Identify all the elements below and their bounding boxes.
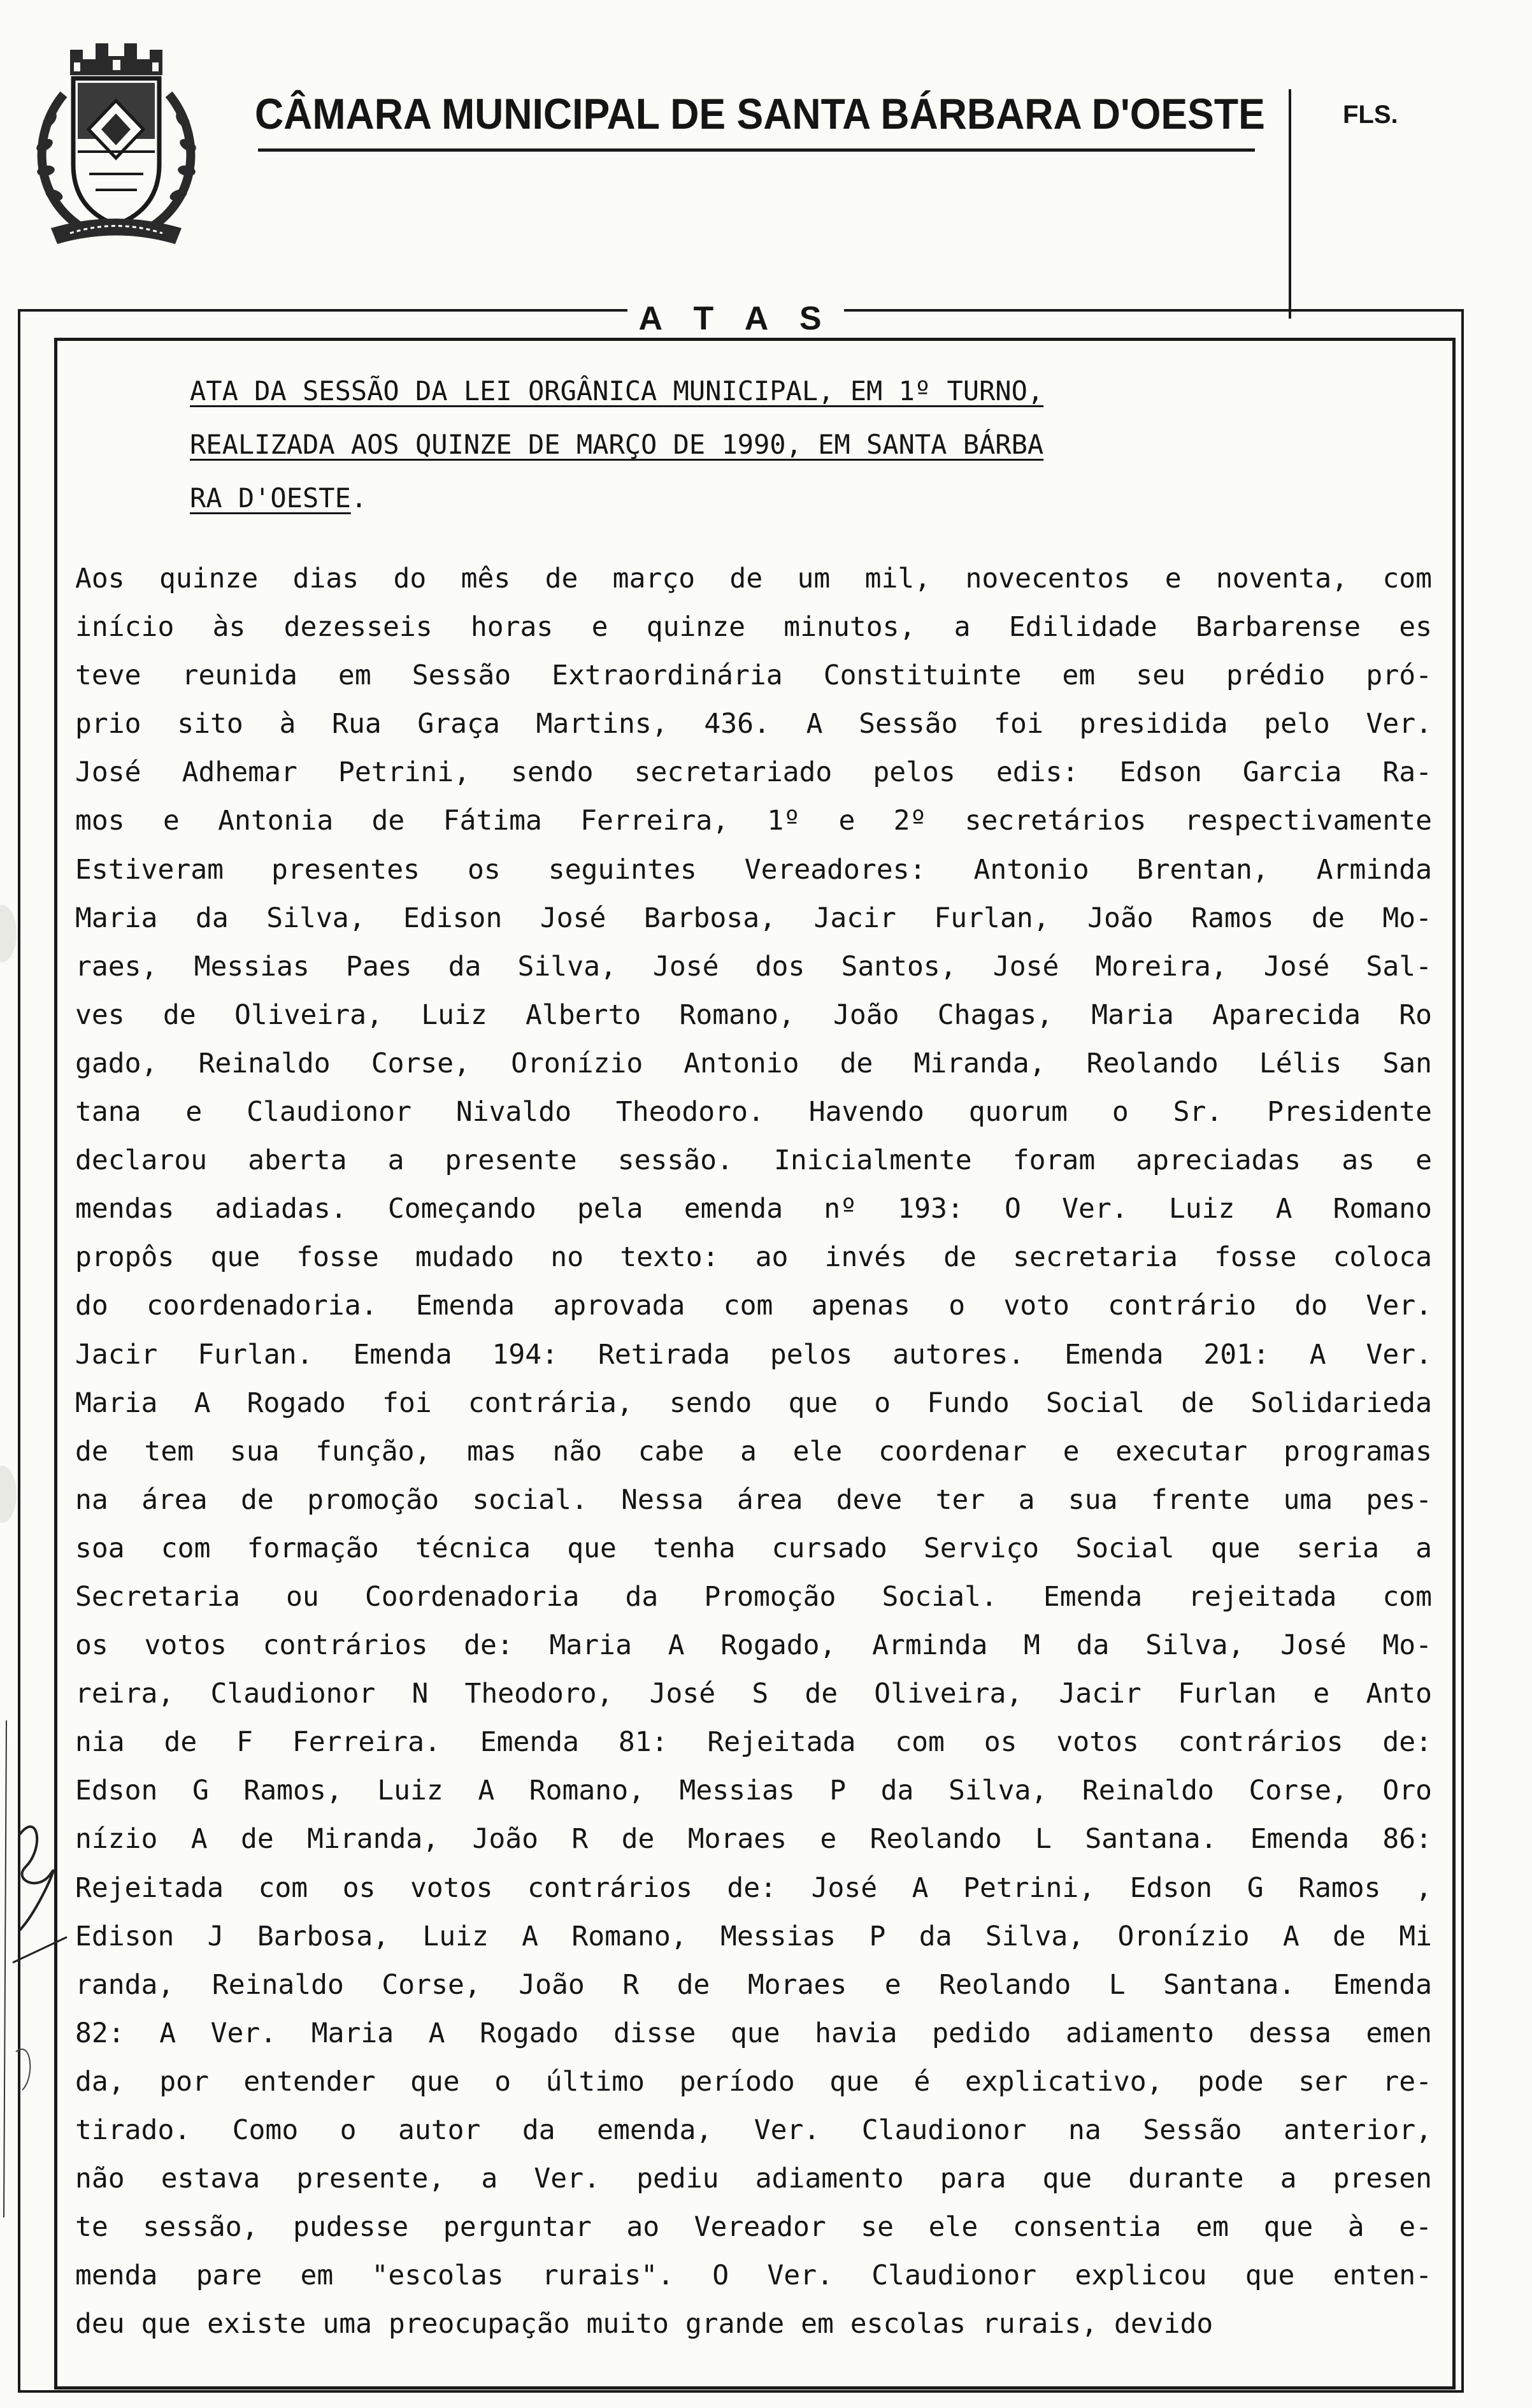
minutes-body-line: Secretaria ou Coordenadoria da Promoção Social. Emenda rejeitada com bbox=[75, 1580, 1432, 1613]
minutes-body-line: Edison J Barbosa, Luiz A Romano, Messias P da Silva, Oronízio A de Mi bbox=[75, 1920, 1432, 1952]
minutes-body-line: Aos quinze dias do mês de março de um mil, novecentos e noventa, com bbox=[75, 563, 1432, 595]
minutes-body-line: nia de F Ferreira. Emenda 81: Rejeitada com os votos contrários de: bbox=[75, 1726, 1432, 1759]
minutes-body-line: soa com formação técnica que tenha cursado Serviço Social que seria a bbox=[75, 1532, 1432, 1564]
minutes-body-line: nízio A de Miranda, João R de Moraes e Reolando L Santana. Emenda 86: bbox=[75, 1823, 1432, 1856]
minutes-body-line: Rejeitada com os votos contrários de: José A Petrini, Edson G Ramos , bbox=[75, 1871, 1432, 1904]
municipal-coat-of-arms-icon bbox=[25, 24, 207, 254]
minutes-title-line: RA D'OESTE. bbox=[190, 482, 368, 514]
punch-hole bbox=[0, 1466, 17, 1523]
minutes-body-line: da, por entender que o último período que é explicativo, pode ser re- bbox=[75, 2065, 1432, 2098]
folio-label: FLS. bbox=[1343, 101, 1398, 129]
minutes-title-line: ATA DA SESSÃO DA LEI ORGÂNICA MUNICIPAL, EM 1º TURNO, bbox=[190, 375, 1044, 407]
minutes-body-line: início às dezesseis horas e quinze minutos, a Edilidade Barbarense es bbox=[75, 611, 1432, 644]
section-label: A T A S bbox=[627, 299, 844, 338]
minutes-body-line: os votos contrários de: Maria A Rogado, Arminda M da Silva, José Mo- bbox=[75, 1629, 1432, 1662]
minutes-body-line: tirado. Como o autor da emenda, Ver. Claudionor na Sessão anterior, bbox=[75, 2114, 1432, 2146]
minutes-body-line: mos e Antonia de Fátima Ferreira, 1º e 2º secretários respectivamente bbox=[75, 805, 1432, 837]
minutes-body-line: reira, Claudionor N Theodoro, José S de Oliveira, Jacir Furlan e Anto bbox=[75, 1678, 1432, 1710]
minutes-body-line: José Adhemar Petrini, sendo secretariado pelos edis: Edson Garcia Ra- bbox=[75, 756, 1432, 789]
minutes-body-line: deu que existe uma preocupação muito grande em escolas rurais, devido bbox=[75, 2308, 1213, 2340]
punch-hole bbox=[0, 905, 17, 962]
minutes-body-line: propôs que fosse mudado no texto: ao invés de secretaria fosse coloca bbox=[75, 1241, 1432, 1274]
minutes-body-line: não estava presente, a Ver. pediu adiamento para que durante a presen bbox=[75, 2163, 1432, 2195]
header-divider bbox=[1289, 89, 1291, 319]
minutes-body-line: do coordenadoria. Emenda aprovada com apenas o voto contrário do Ver. bbox=[75, 1290, 1432, 1322]
header-underline bbox=[258, 148, 1255, 152]
minutes-body-line: 82: A Ver. Maria A Rogado disse que havia pedido adiamento dessa emen bbox=[75, 2017, 1432, 2049]
handwritten-margin-signature-icon bbox=[0, 1720, 70, 2230]
institution-title: CÂMARA MUNICIPAL DE SANTA BÁRBARA D'OESTE bbox=[255, 90, 1265, 138]
minutes-body-line: teve reunida em Sessão Extraordinária Constituinte em seu prédio pró- bbox=[75, 660, 1432, 692]
minutes-body-line: te sessão, pudesse perguntar ao Vereador se ele consentia em que à e- bbox=[75, 2211, 1432, 2244]
minutes-body-line: Estiveram presentes os seguintes Vereadores: Antonio Brentan, Arminda bbox=[75, 853, 1432, 886]
minutes-title-line: REALIZADA AOS QUINZE DE MARÇO DE 1990, EM SANTA BÁRBA bbox=[190, 429, 1044, 460]
minutes-body-line: tana e Claudionor Nivaldo Theodoro. Havendo quorum o Sr. Presidente bbox=[75, 1096, 1432, 1128]
minutes-body-line: declarou aberta a presente sessão. Inicialmente foram apreciadas as e bbox=[75, 1144, 1432, 1177]
minutes-body-line: menda pare em "escolas rurais". O Ver. Claudionor explicou que enten- bbox=[75, 2260, 1432, 2292]
minutes-body-line: Jacir Furlan. Emenda 194: Retirada pelos autores. Emenda 201: A Ver. bbox=[75, 1338, 1432, 1371]
minutes-body-line: raes, Messias Paes da Silva, José dos Santos, José Moreira, José Sal- bbox=[75, 950, 1432, 983]
minutes-body bbox=[75, 554, 1432, 2348]
minutes-title bbox=[190, 364, 1273, 525]
minutes-body-line: Maria A Rogado foi contrária, sendo que o Fundo Social de Solidarieda bbox=[75, 1387, 1432, 1419]
minutes-body-line: ves de Oliveira, Luiz Alberto Romano, João Chagas, Maria Aparecida Ro bbox=[75, 999, 1432, 1031]
minutes-body-line: de tem sua função, mas não cabe a ele coordenar e executar programas bbox=[75, 1435, 1432, 1467]
minutes-body-line: gado, Reinaldo Corse, Oronízio Antonio de Miranda, Reolando Lélis San bbox=[75, 1047, 1432, 1079]
minutes-body-line: randa, Reinaldo Corse, João R de Moraes e Reolando L Santana. Emenda bbox=[75, 1968, 1432, 2001]
minutes-body-line: Edson G Ramos, Luiz A Romano, Messias P da Silva, Reinaldo Corse, Oro bbox=[75, 1775, 1432, 1807]
minutes-body-line: prio sito à Rua Graça Martins, 436. A Sessão foi presidida pelo Ver. bbox=[75, 708, 1432, 740]
minutes-body-line: mendas adiadas. Começando pela emenda nº 193: O Ver. Luiz A Romano bbox=[75, 1193, 1432, 1225]
minutes-body-line: Maria da Silva, Edison José Barbosa, Jacir Furlan, João Ramos de Mo- bbox=[75, 902, 1432, 934]
minutes-body-line: na área de promoção social. Nessa área deve ter a sua frente uma pes- bbox=[75, 1483, 1432, 1516]
